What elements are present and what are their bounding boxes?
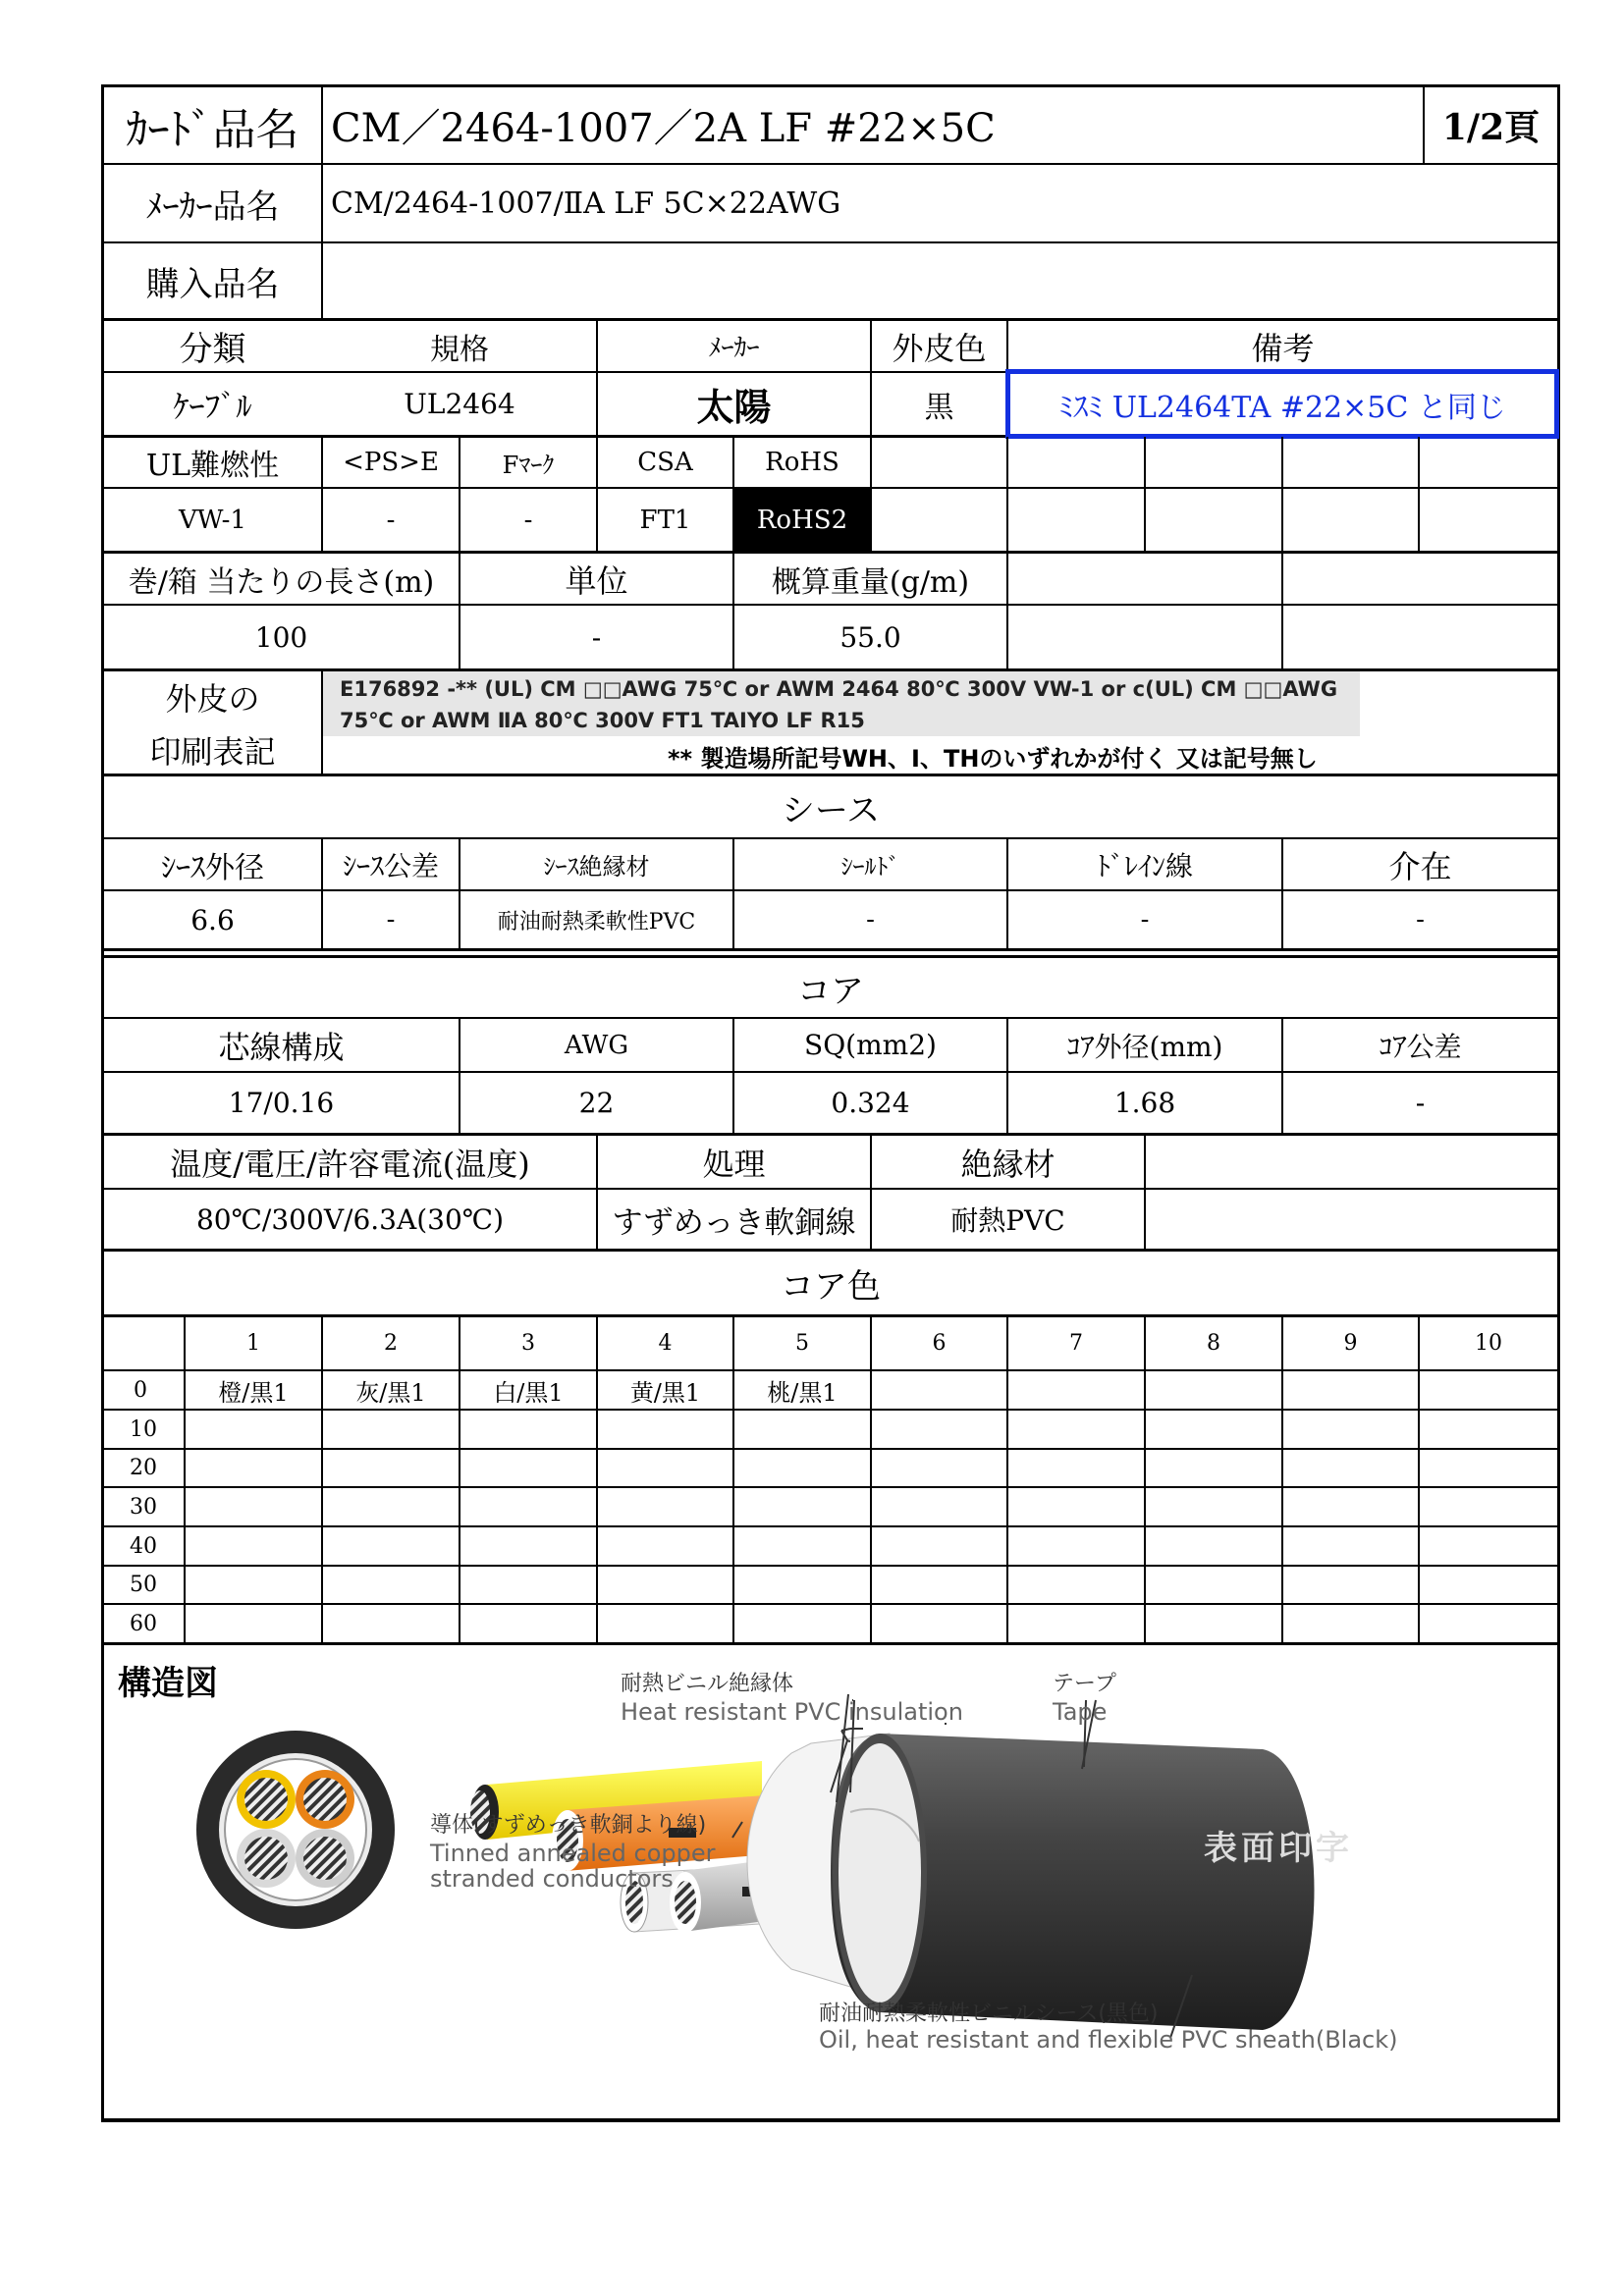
core-strand-value: 17/0.16 <box>228 1087 335 1119</box>
class-color-value: 黒 <box>924 390 954 425</box>
cert-fmark-value: - <box>523 505 533 535</box>
insulation-label-en: Heat resistant PVC insulation <box>621 1698 963 1726</box>
maker-name-value: CM/2464-1007/ⅡA LF 5C×22AWG <box>331 186 841 221</box>
color-col-header: 2 <box>384 1331 398 1356</box>
unit-header: 単位 <box>565 561 628 600</box>
core-header-sq: SQ(mm2) <box>804 1029 937 1061</box>
cert-csa-value: FT1 <box>639 505 691 535</box>
color-row-header: 10 <box>130 1416 157 1442</box>
sheath-header-filler: 介在 <box>1388 847 1452 885</box>
cert-flame-value: VW-1 <box>179 505 246 535</box>
sheath-material-value: 耐油耐熱柔軟性PVC <box>497 909 696 934</box>
print-text-line1: E176892 -** (UL) CM □□AWG 75℃ or AWM 2464 80℃ 300V VW-1 or c(UL) CM □□AWG <box>340 677 1338 701</box>
color-row-header: 0 <box>134 1377 147 1403</box>
color-col-header: 1 <box>246 1331 260 1356</box>
conductor-label-en1: Tinned annealed copper <box>430 1840 716 1867</box>
color-col-header: 9 <box>1343 1331 1358 1356</box>
purchase-name-label: 購入品名 <box>145 264 280 304</box>
core-header-strand: 芯線構成 <box>218 1028 345 1066</box>
sheath-tolerance-value: - <box>386 905 396 934</box>
conductor-label-jp: 導体(すずめっき軟銅より線) <box>430 1813 707 1838</box>
treatment-value: すずめっき軟銅線 <box>612 1204 856 1241</box>
color-cell: 橙/黒1 <box>218 1378 289 1407</box>
sheath-label-jp: 耐油耐熱柔軟性ビニルシース(黒色) <box>819 2002 1159 2026</box>
core-color-title: コア色 <box>781 1267 881 1307</box>
color-cell: 黄/黒1 <box>629 1378 701 1407</box>
core-header-awg: AWG <box>564 1030 629 1060</box>
sheath-shield-value: - <box>866 905 875 934</box>
card-name-label: ｶｰﾄﾞ品名 <box>126 104 299 155</box>
sheath-title: シース <box>781 790 881 830</box>
insulation-label-jp: 耐熱ビニル絶縁体 <box>621 1672 794 1696</box>
color-row-header: 40 <box>130 1533 157 1559</box>
class-header-standard: 規格 <box>430 332 489 367</box>
sheath-header-od: ｼｰｽ外径 <box>161 850 264 885</box>
sheath-drain-value: - <box>1140 905 1150 934</box>
color-col-header: 10 <box>1475 1331 1502 1356</box>
card-name-value: CM／2464-1007／2A LF #22×5C <box>331 106 996 151</box>
color-cell: 灰/黒1 <box>355 1378 426 1407</box>
class-header-sheath-color: 外皮色 <box>892 329 987 367</box>
class-category-value: ｹｰﾌﾞﾙ <box>173 387 252 425</box>
color-cell: 桃/黒1 <box>767 1378 838 1407</box>
color-row-header: 50 <box>130 1573 157 1597</box>
length-header: 巻/箱 当たりの長さ(m) <box>128 564 435 600</box>
weight-header: 概算重量(g/m) <box>771 564 970 600</box>
sheath-label-en: Oil, heat resistant and flexible PVC sheath(Black) <box>819 2026 1398 2054</box>
insulation-value: 耐熱PVC <box>950 1204 1065 1237</box>
core-sq-value: 0.324 <box>831 1087 910 1119</box>
cert-header-fmark: Fﾏｰｸ <box>502 451 555 479</box>
purchase-name-value <box>323 243 1556 318</box>
insulation-header: 絶縁材 <box>960 1145 1056 1183</box>
print-label-1: 外皮の <box>165 680 260 718</box>
tape-label-en: Tape <box>1053 1698 1108 1726</box>
temp-value: 80℃/300V/6.3A(30℃) <box>195 1202 505 1236</box>
page-number: 1/2頁 <box>1441 107 1541 148</box>
core-header-tolerance: ｺｱ公差 <box>1379 1030 1462 1063</box>
color-col-header: 6 <box>932 1331 947 1356</box>
color-col-header: 8 <box>1207 1331 1220 1356</box>
conductor-label-en2: stranded conductors <box>430 1865 674 1893</box>
color-col-header: 7 <box>1069 1331 1083 1356</box>
cert-header-flame: UL難燃性 <box>145 449 280 483</box>
class-maker-value: 太陽 <box>696 385 772 429</box>
print-text-line2: 75℃ or AWM ⅡA 80℃ 300V FT1 TAIYO LF R15 <box>340 709 865 732</box>
core-od-value: 1.68 <box>1113 1087 1176 1119</box>
sheath-header-material: ｼｰｽ絶縁材 <box>543 853 650 881</box>
cable-structure-diagram <box>104 1645 1557 2118</box>
core-awg-value: 22 <box>578 1087 615 1119</box>
cross-section <box>196 1731 395 1929</box>
cert-header-pse: <PS>E <box>343 448 439 477</box>
cert-header-csa: CSA <box>637 448 693 477</box>
core-header-od: ｺｱ外径(mm) <box>1066 1030 1223 1063</box>
cert-pse-value: - <box>386 505 396 535</box>
length-value: 100 <box>254 620 308 654</box>
structure-title: 構造図 <box>118 1663 218 1703</box>
temp-header: 温度/電圧/許容電流(温度) <box>170 1145 530 1183</box>
color-row-header: 30 <box>130 1494 157 1520</box>
color-col-header: 3 <box>521 1331 535 1356</box>
class-standard-value: UL2464 <box>404 388 515 420</box>
unit-value: - <box>591 620 602 654</box>
tape-label-jp: テープ <box>1053 1672 1116 1696</box>
cert-header-rohs: RoHS <box>765 448 839 477</box>
sheath-header-tolerance: ｼｰｽ公差 <box>342 849 439 882</box>
surface-print-text: 表面印字 <box>1204 1829 1353 1868</box>
sheath-filler-value: - <box>1416 905 1425 934</box>
class-remark-value: ﾐｽﾐ UL2464TA #22×5C と同じ <box>1005 369 1559 439</box>
sheath-header-shield: ｼｰﾙﾄﾞ <box>840 853 900 881</box>
class-header-remarks: 備考 <box>1251 329 1315 367</box>
class-header-category: 分類 <box>179 330 246 369</box>
print-note: ** 製造場所記号WH、I、THのいずれかが付く 又は記号無し <box>668 744 1318 773</box>
color-col-header: 4 <box>658 1331 673 1356</box>
print-label-2: 印刷表記 <box>149 733 276 771</box>
maker-name-label: ﾒｰｶｰ品名 <box>145 187 280 227</box>
color-row-header: 20 <box>130 1456 157 1480</box>
class-header-maker: ﾒｰｶｰ <box>708 334 760 363</box>
color-row-header: 60 <box>130 1611 157 1636</box>
weight-value: 55.0 <box>839 620 901 654</box>
color-cell: 白/黒1 <box>493 1378 564 1407</box>
color-col-header: 5 <box>795 1331 809 1356</box>
sheath-header-drain: ﾄﾞﾚｲﾝ線 <box>1096 849 1193 882</box>
rohs-badge: RoHS2 <box>734 489 870 551</box>
sheath-od-value: 6.6 <box>190 903 235 936</box>
core-tolerance-value: - <box>1415 1087 1426 1119</box>
treatment-header: 処理 <box>702 1145 766 1183</box>
core-title: コア <box>797 971 864 1011</box>
